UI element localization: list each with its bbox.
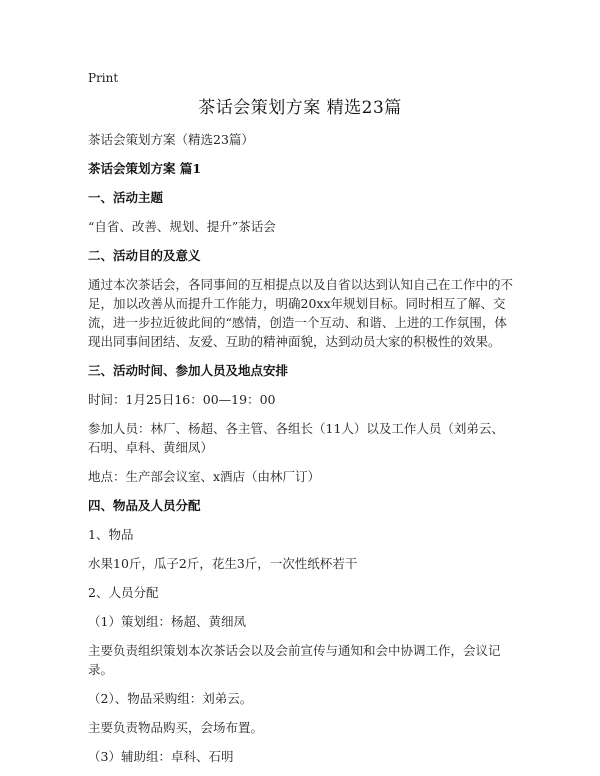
purpose-text: 通过本次茶话会，各同事间的互相提点以及自省以达到认知自己在工作中的不足，加以改善从而提升工作能力，明确20xx年规划目标。同时相互了解、交流，进一步拉近彼此间的“感情，创造一个互动、和谐、上进的工作氛围，体现出同事间团结、友爱、互助的精神面貌，达到动员大家的积极性的效果。 xyxy=(88,277,514,349)
section-heading: 茶话会策划方案 篇1 xyxy=(88,161,202,176)
group-purchasing: （2）、物品采购组：刘弟云。 xyxy=(88,691,253,706)
group-assist: （3）辅助组：卓科、石明 xyxy=(88,749,234,764)
document-subtitle: 茶话会策划方案（精选23篇） xyxy=(88,132,254,147)
staff-heading: 2、人员分配 xyxy=(88,585,159,600)
document-body xyxy=(88,130,516,776)
group-planning-desc: 主要负责组织策划本次茶话会以及会前宣传与通知和会中协调工作，会议记录。 xyxy=(88,643,501,677)
group-purchasing-desc: 主要负责物品购买，会场布置。 xyxy=(88,720,264,735)
document-title: 茶话会策划方案 精选23篇 xyxy=(198,98,402,118)
location-text: 地点：生产部会议室、x酒店（由林厂订） xyxy=(88,469,321,484)
heading-schedule: 三、活动时间、参加人员及地点安排 xyxy=(88,363,289,378)
heading-purpose: 二、活动目的及意义 xyxy=(88,248,201,263)
theme-text: “自省、改善、规划、提升”茶话会 xyxy=(88,219,276,234)
time-text: 时间：1月25日16：00—19：00 xyxy=(88,392,276,407)
heading-allocation: 四、物品及人员分配 xyxy=(88,498,201,513)
group-planning: （1）策划组：杨超、黄细凤 xyxy=(88,614,246,629)
items-text: 水果10斤，瓜子2斤，花生3斤，一次性纸杯若干 xyxy=(88,556,358,571)
attendees-text: 参加人员：林厂、杨超、各主管、各组长（11人）以及工作人员（刘弟云、石明、卓科、黄细凤） xyxy=(88,421,504,455)
items-heading: 1、物品 xyxy=(88,527,134,542)
print-label[interactable]: Print xyxy=(88,71,119,85)
heading-theme: 一、活动主题 xyxy=(88,190,164,205)
